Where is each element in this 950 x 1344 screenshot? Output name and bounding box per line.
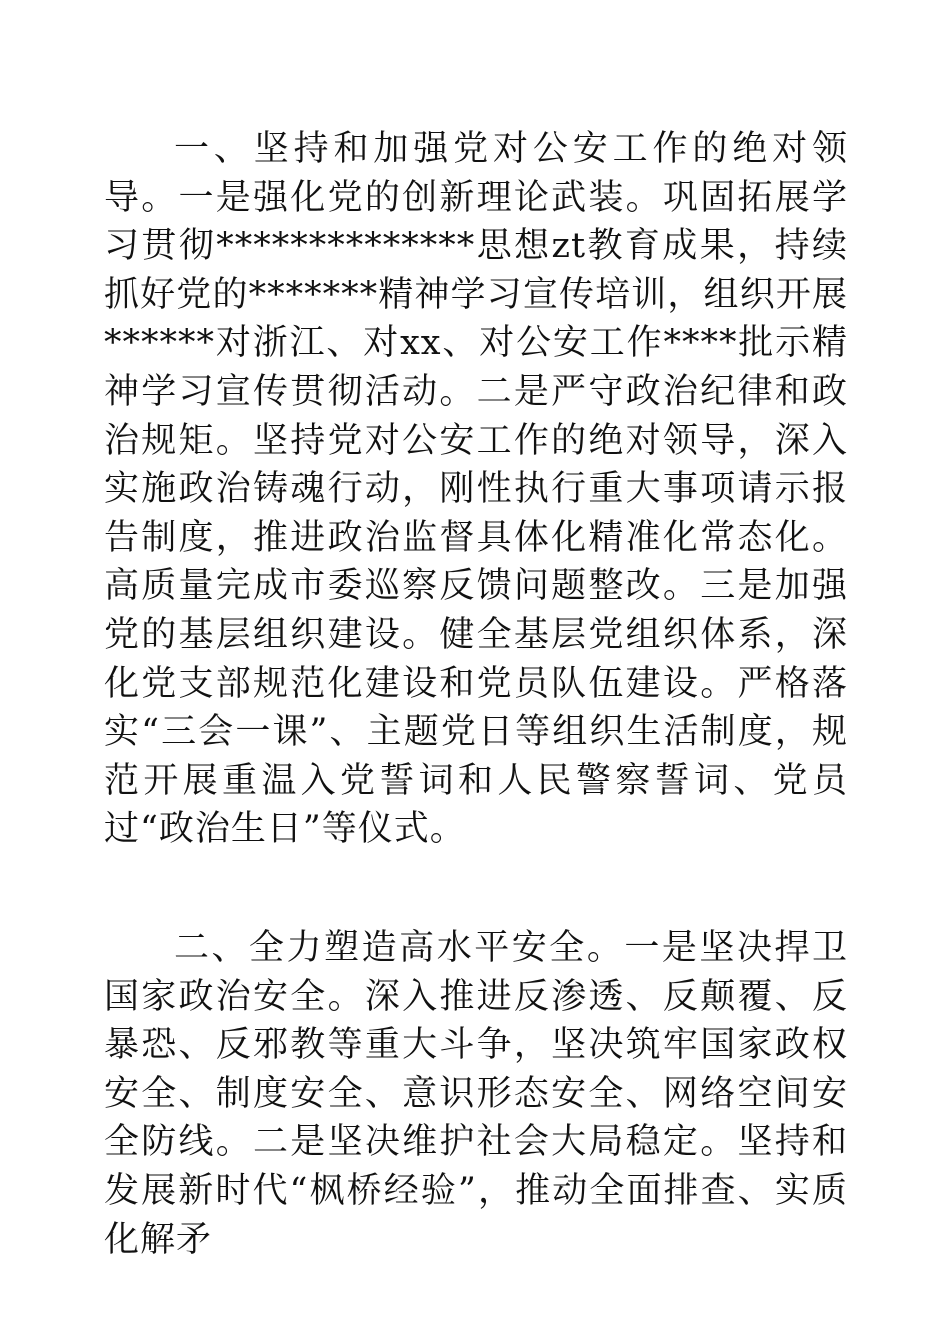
paragraph-high-level-security: 二、全力塑造高水平安全。一是坚决捍卫国家政治安全。深入推进反渗透、反颠覆、反暴恐、反邪教等重大斗争，坚决筑牢国家政权安全、制度安全、意识形态安全、网络空间安全防线。二是坚决维护社会大局稳定。坚持和发展新时代“枫桥经验”，推动全面排查、实质化解矛 — [104, 928, 848, 1260]
paragraph-party-leadership: 一、坚持和加强党对公安工作的绝对领导。一是强化党的创新理论武装。巩固拓展学习贯彻**************思想zt教育成果，持续抓好党的*******精神学习宣传培训，组织开展******对浙江、对xx、对公安工作****批示精神学习宣传贯彻活动。二是严守政治纪律和政治规矩。坚持党对公安工作的绝对领导，深入实施政治铸魂行动，刚性执行重大事项请示报告制度，推进政治监督具体化精准化常态化。高质量完成市委巡察反馈问题整改。三是加强党的基层组织建设。健全基层党组织体系，深化党支部规范化建设和党员队伍建设。严格落实“三会一课”、主题党日等组织生活制度，规范开展重温入党誓词和人民警察誓词、党员过“政治生日”等仪式。 — [104, 129, 848, 850]
